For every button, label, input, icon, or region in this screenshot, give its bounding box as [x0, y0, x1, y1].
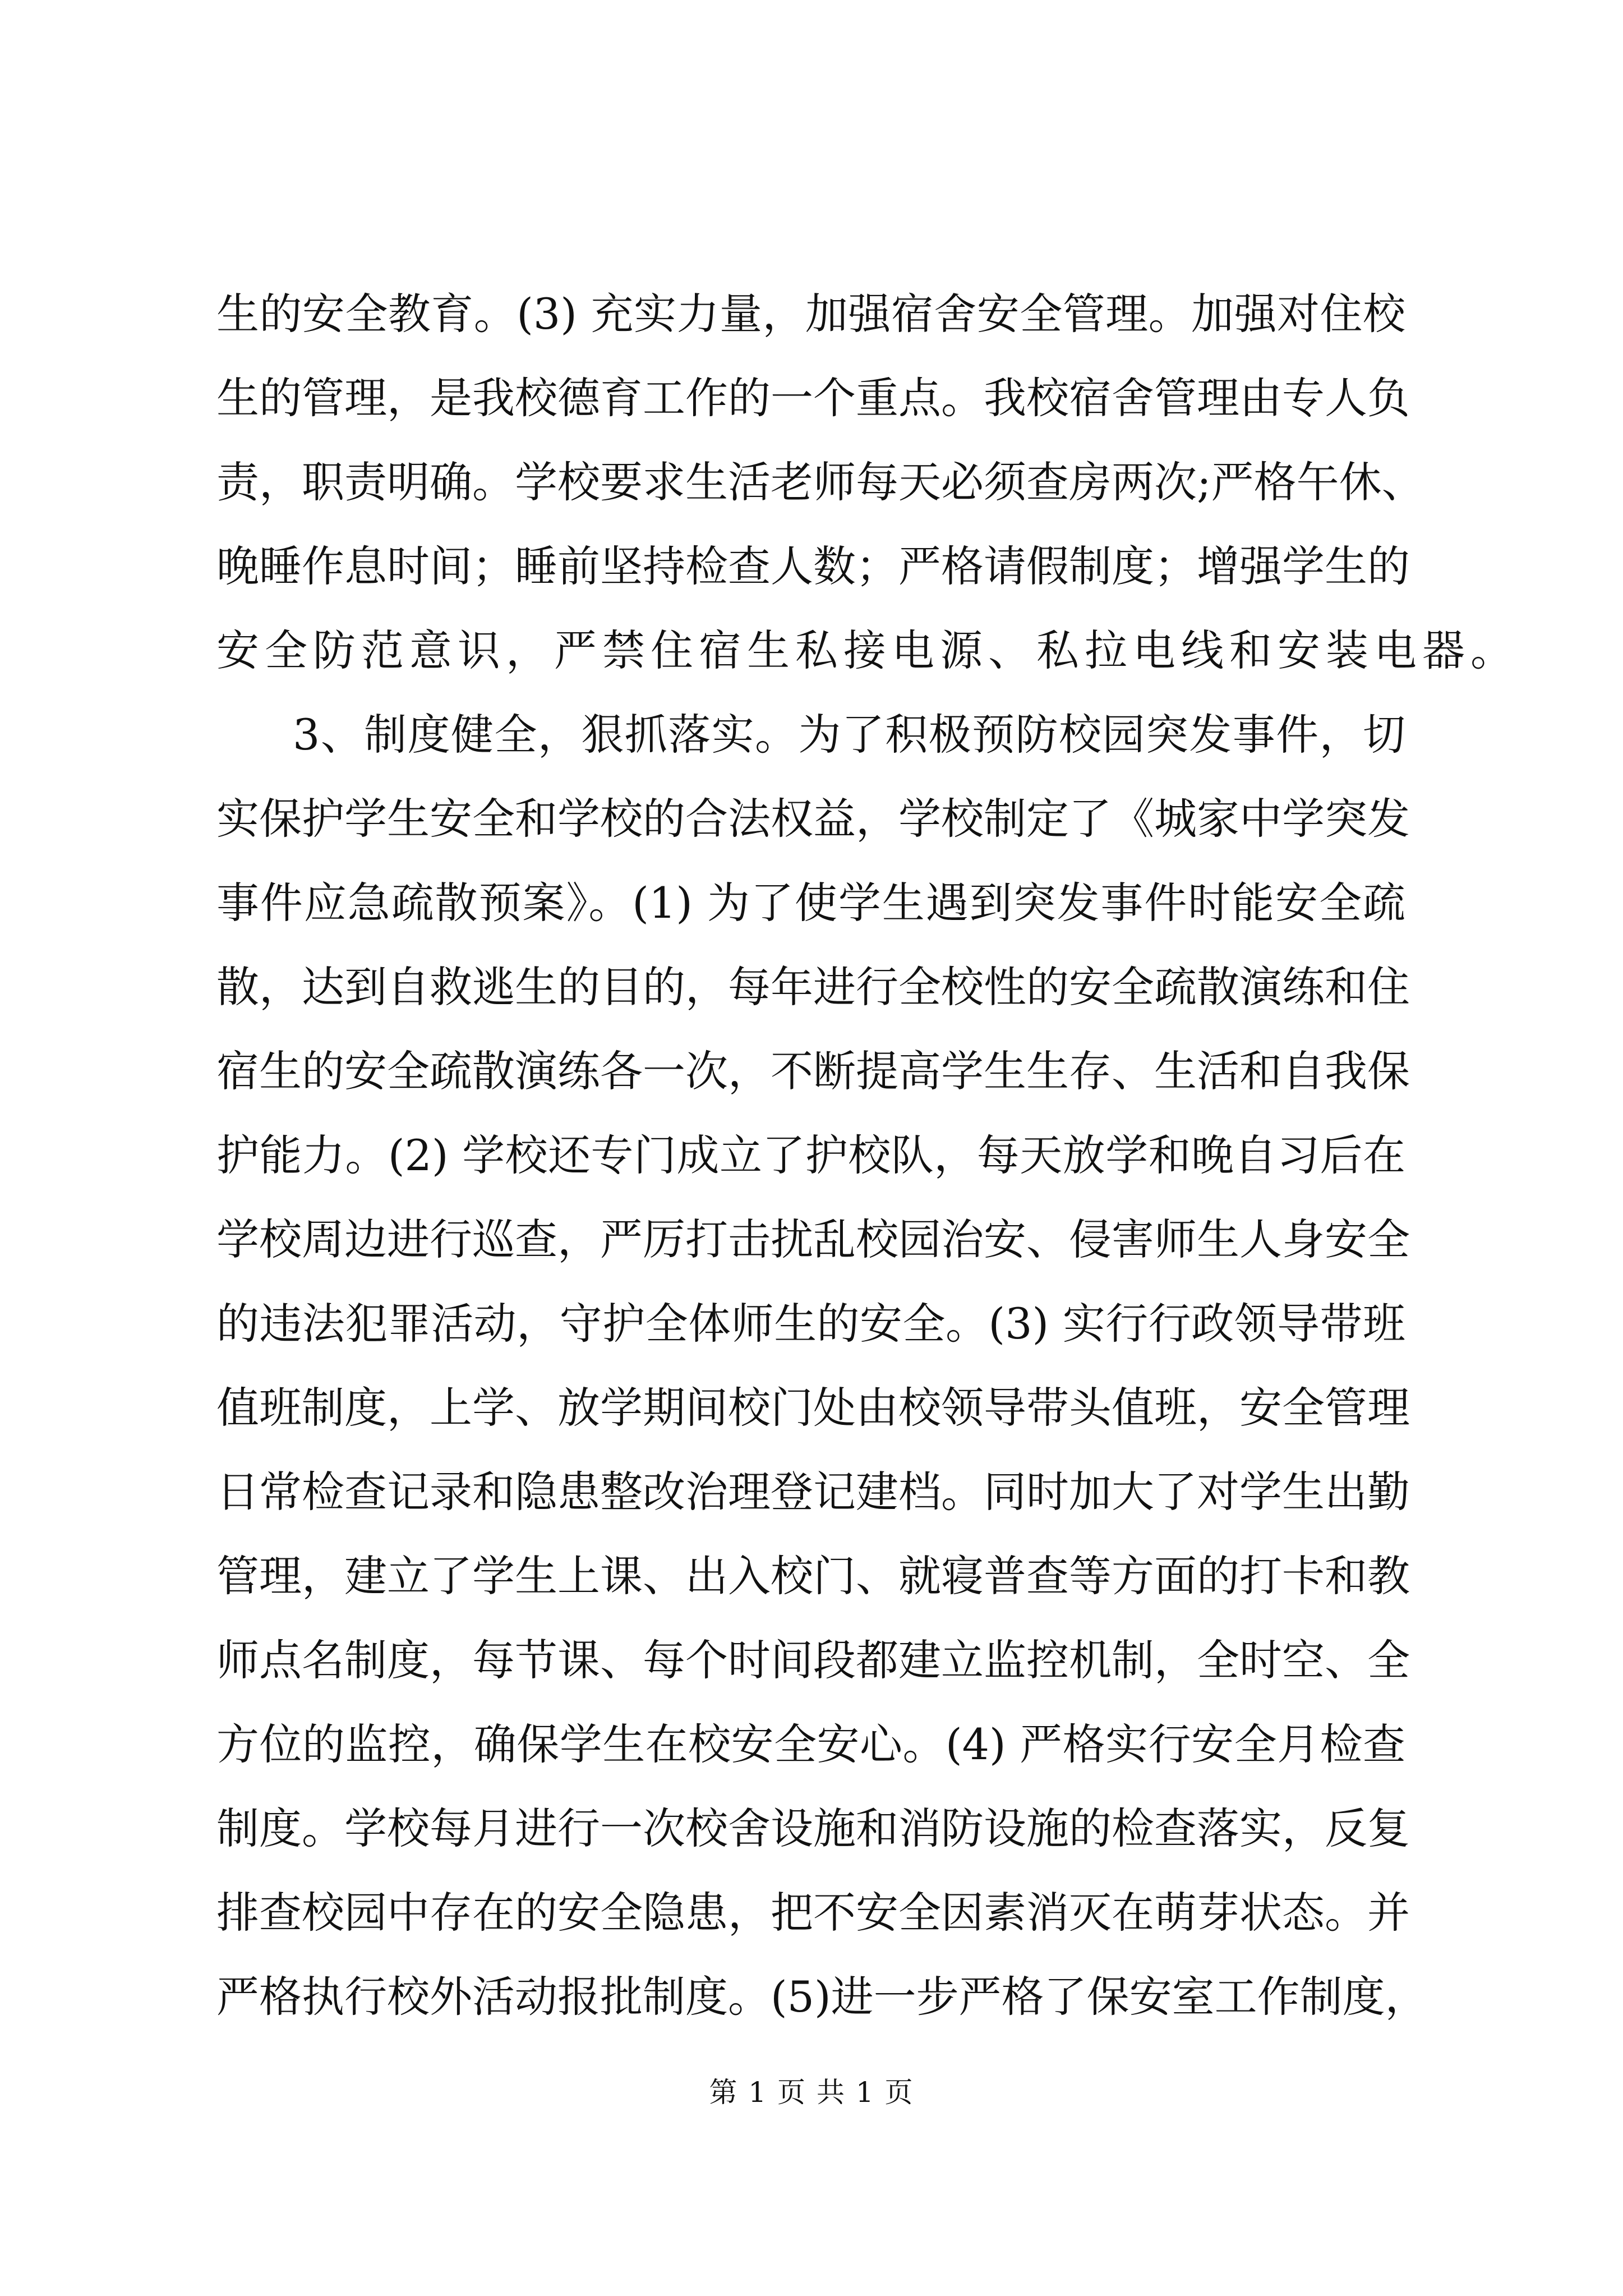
- text-line-8: 事件应急疏散预案》。(1) 为了使学生遇到突发事件时能安全疏: [216, 878, 1405, 928]
- text-line-10: 宿生的安全疏散演练各一次，不断提高学生生存、生活和自我保: [216, 1046, 1410, 1096]
- text-line-18: 方位的监控，确保学生在校安全安心。(4) 严格实行安全月检查: [216, 1719, 1405, 1769]
- text-line-7: 实保护学生安全和学校的合法权益，学校制定了《城家中学突发: [216, 794, 1410, 844]
- text-line-1: 生的安全教育。(3) 充实力量，加强宿舍安全管理。加强对住校: [216, 289, 1405, 339]
- text-line-21: 严格执行校外活动报批制度。(5)进一步严格了保安室工作制度，: [216, 1972, 1428, 2022]
- page-number-footer: 第 1 页 共 1 页: [709, 2076, 914, 2109]
- text-line-4: 晚睡作息时间；睡前坚持检查人数；严格请假制度；增强学生的: [216, 541, 1410, 591]
- document-body: [216, 272, 1519, 2039]
- text-line-12: 学校周边进行巡查，严厉打击扰乱校园治安、侵害师生人身安全: [216, 1214, 1410, 1264]
- text-line-2: 生的管理，是我校德育工作的一个重点。我校宿舍管理由专人负: [216, 373, 1410, 423]
- text-line-14: 值班制度，上学、放学期间校门处由校领导带头值班，安全管理: [216, 1383, 1410, 1433]
- text-line-6: 3、制度健全，狠抓落实。为了积极预防校园突发事件，切: [293, 710, 1405, 760]
- text-line-17: 师点名制度，每节课、每个时间段都建立监控机制，全时空、全: [216, 1635, 1410, 1685]
- text-line-16: 管理，建立了学生上课、出入校门、就寝普查等方面的打卡和教: [216, 1551, 1410, 1601]
- text-line-13: 的违法犯罪活动，守护全体师生的安全。(3) 实行行政领导带班: [216, 1299, 1405, 1349]
- text-line-3: 责，职责明确。学校要求生活老师每天必须查房两次;严格午休、: [216, 457, 1424, 507]
- text-line-20: 排查校园中存在的安全隐患，把不安全因素消灭在萌芽状态。并: [216, 1888, 1410, 1938]
- text-line-11: 护能力。(2) 学校还专门成立了护校队，每天放学和晚自习后在: [216, 1130, 1405, 1180]
- text-line-5: 安全防范意识，严禁住宿生私接电源、私拉电线和安装电器。: [216, 625, 1519, 675]
- text-line-15: 日常检查记录和隐患整改治理登记建档。同时加大了对学生出勤: [216, 1467, 1410, 1517]
- text-line-19: 制度。学校每月进行一次校舍设施和消防设施的检查落实，反复: [216, 1803, 1410, 1853]
- text-line-9: 散，达到自救逃生的目的，每年进行全校性的安全疏散演练和住: [216, 962, 1410, 1012]
